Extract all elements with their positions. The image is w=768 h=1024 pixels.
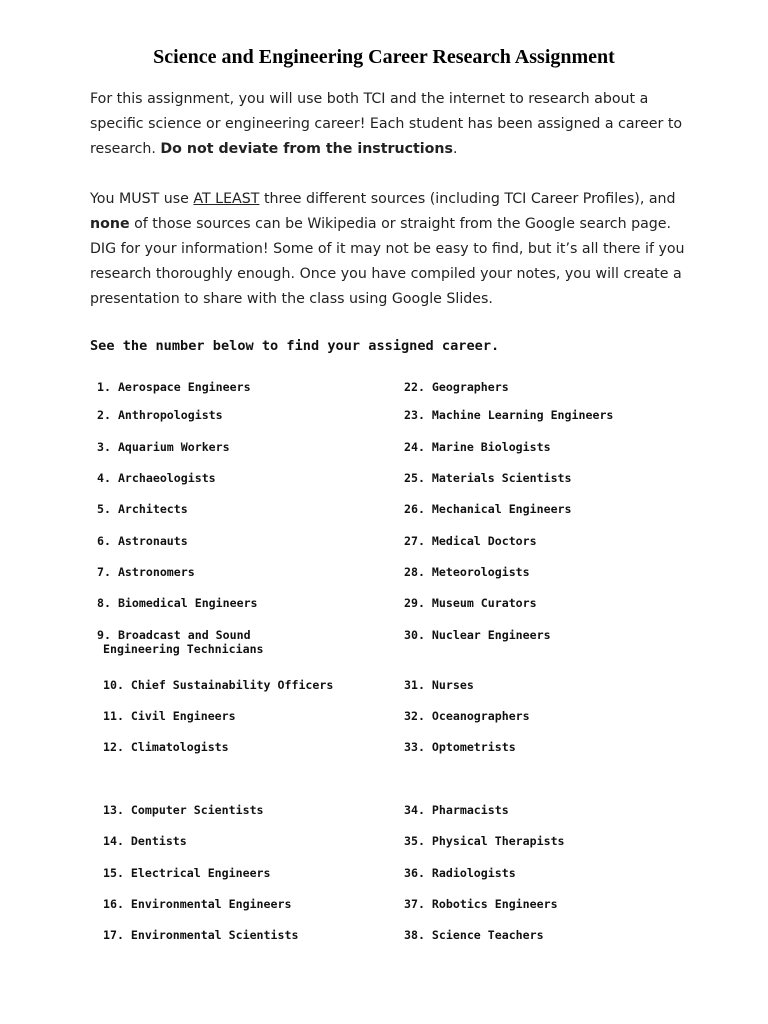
career-item-right: 36. Radiologists [404, 866, 516, 880]
career-item-right: 34. Pharmacists [404, 803, 509, 817]
career-item-left: 5. Architects [97, 502, 188, 516]
intro-bold-instruction: Do not deviate from the instructions [160, 141, 453, 157]
career-item-left: 16. Environmental Engineers [103, 897, 292, 911]
career-item-right: 22. Geographers [404, 380, 509, 394]
career-item-right: 28. Meteorologists [404, 565, 530, 579]
career-item-right: 29. Museum Curators [404, 596, 537, 610]
career-item-right: 38. Science Teachers [404, 928, 544, 942]
career-item-right: 35. Physical Therapists [404, 834, 565, 848]
career-item-right: 23. Machine Learning Engineers [404, 408, 614, 422]
career-item-left: 12. Climatologists [103, 740, 229, 754]
career-item-right: 37. Robotics Engineers [404, 897, 558, 911]
sources-bold-none: none [90, 216, 130, 232]
page-title: Science and Engineering Career Research Assignment [153, 46, 615, 68]
career-item-left: 9. Broadcast and Sound [97, 628, 251, 642]
career-item-left: 4. Archaeologists [97, 471, 216, 485]
see-number-heading: See the number below to find your assigned career. [90, 338, 500, 354]
career-item-left: 7. Astronomers [97, 565, 195, 579]
career-item-left: 10. Chief Sustainability Officers [103, 678, 334, 692]
career-item-left-continued: Engineering Technicians [103, 642, 264, 656]
sources-text-1: You MUST use [90, 191, 194, 207]
career-item-left: 13. Computer Scientists [103, 803, 264, 817]
career-item-left: 17. Environmental Scientists [103, 928, 299, 942]
career-item-right: 27. Medical Doctors [404, 534, 537, 548]
career-item-right: 26. Mechanical Engineers [404, 502, 572, 516]
career-item-right: 32. Oceanographers [404, 709, 530, 723]
sources-text-3: of those sources can be Wikipedia or straight from the Google search page. DIG for your information! Some of it may not be easy to find, but it’s all there if you research thoroughly enough. Once you have compiled your notes, you will create a presentation to share with the class using Google Slides. [90, 216, 685, 307]
sources-paragraph [90, 187, 690, 312]
career-item-right: 33. Optometrists [404, 740, 516, 754]
intro-paragraph [90, 87, 690, 162]
career-item-left: 1. Aerospace Engineers [97, 380, 251, 394]
career-item-left: 6. Astronauts [97, 534, 188, 548]
career-item-right: 25. Materials Scientists [404, 471, 572, 485]
career-item-left: 15. Electrical Engineers [103, 866, 271, 880]
sources-underline: AT LEAST [193, 191, 260, 207]
intro-end: . [452, 141, 458, 157]
intro-text: For this assignment, you will use both TCI and the internet to research about a specific science or engineering career! Each student has been assigned a career to research. [90, 91, 683, 157]
career-item-left: 14. Dentists [103, 834, 187, 848]
career-item-left: 2. Anthropologists [97, 408, 223, 422]
career-item-left: 8. Biomedical Engineers [97, 596, 258, 610]
career-item-left: 11. Civil Engineers [103, 709, 236, 723]
sources-text-2: three different sources (including TCI Career Profiles), and [259, 191, 676, 207]
career-item-right: 24. Marine Biologists [404, 440, 551, 454]
career-item-right: 31. Nurses [404, 678, 474, 692]
career-item-left: 3. Aquarium Workers [97, 440, 230, 454]
career-item-right: 30. Nuclear Engineers [404, 628, 551, 642]
